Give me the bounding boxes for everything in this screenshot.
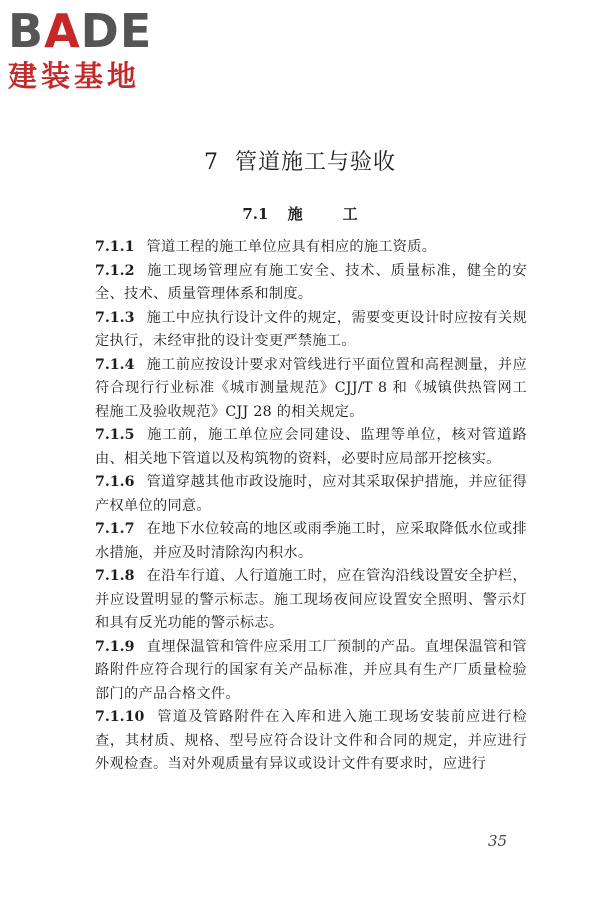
- chapter-title-text: 管道施工与验收: [234, 150, 396, 175]
- clause: 7.1.9 直埋保温管和管件应采用工厂预制的产品。直埋保温管和管路附件应符合现行的国家有关产品标准，并应具有生产厂质量检验部门的产品合格文件。: [95, 638, 527, 702]
- section-number: 7.1: [242, 205, 269, 223]
- bade-logo: [8, 6, 152, 94]
- section-title-part-b: 工: [342, 205, 358, 223]
- clause: 7.1.3 施工中应执行设计文件的规定，需要变更设计时应按有关规定执行，未经审批的设计变更严禁施工。: [95, 309, 527, 349]
- chapter-number: 7: [203, 150, 219, 175]
- clause: 7.1.10 管道及管路附件在入库和进入施工现场安装前应进行检查，其材质、规格、型号应符合设计文件和合同的规定，并应进行外观检查。当对外观质量有异议或设计文件有要求时，应进行: [95, 709, 527, 772]
- clause: 7.1.8 在沿车行道、人行道施工时，应在管沟沿线设置安全护栏，并应设置明显的警示标志。施工现场夜间应设置安全照明、警示灯和具有反光功能的警示标志。: [95, 568, 527, 631]
- clause: 7.1.5 施工前，施工单位应会同建设、监理等单位，核对管道路由、相关地下管道以及构筑物的资料，必要时应局部开挖核实。: [95, 427, 527, 467]
- section-title-part-a: 施: [287, 205, 303, 223]
- logo-subtitle: 建装基地: [8, 59, 141, 93]
- section-title: [0, 203, 600, 225]
- clause: 7.1.6 管道穿越其他市政设施时，应对其采取保护措施，并应征得产权单位的同意。: [95, 474, 527, 514]
- chapter-title: [0, 148, 600, 178]
- clause-list: [95, 236, 527, 777]
- clause: 7.1.7 在地下水位较高的地区或雨季施工时，应采取降低水位或排水措施，并应及时清除沟内积水。: [95, 521, 527, 561]
- clause: 7.1.4 施工前应按设计要求对管线进行平面位置和高程测量，并应符合现行行业标准《城市测量规范》CJJ/T 8 和《城镇供热管网工程施工及验收规范》CJJ 28 的相关规定。: [95, 356, 527, 420]
- clause: 7.1.2 施工现场管理应有施工安全、技术、质量标准，健全的安全、技术、质量管理体系和制度。: [95, 262, 527, 302]
- page-number: 35: [488, 832, 508, 850]
- logo-wordmark: BADE: [8, 4, 153, 58]
- clause: 7.1.1 管道工程的施工单位应具有相应的施工资质。: [95, 239, 437, 255]
